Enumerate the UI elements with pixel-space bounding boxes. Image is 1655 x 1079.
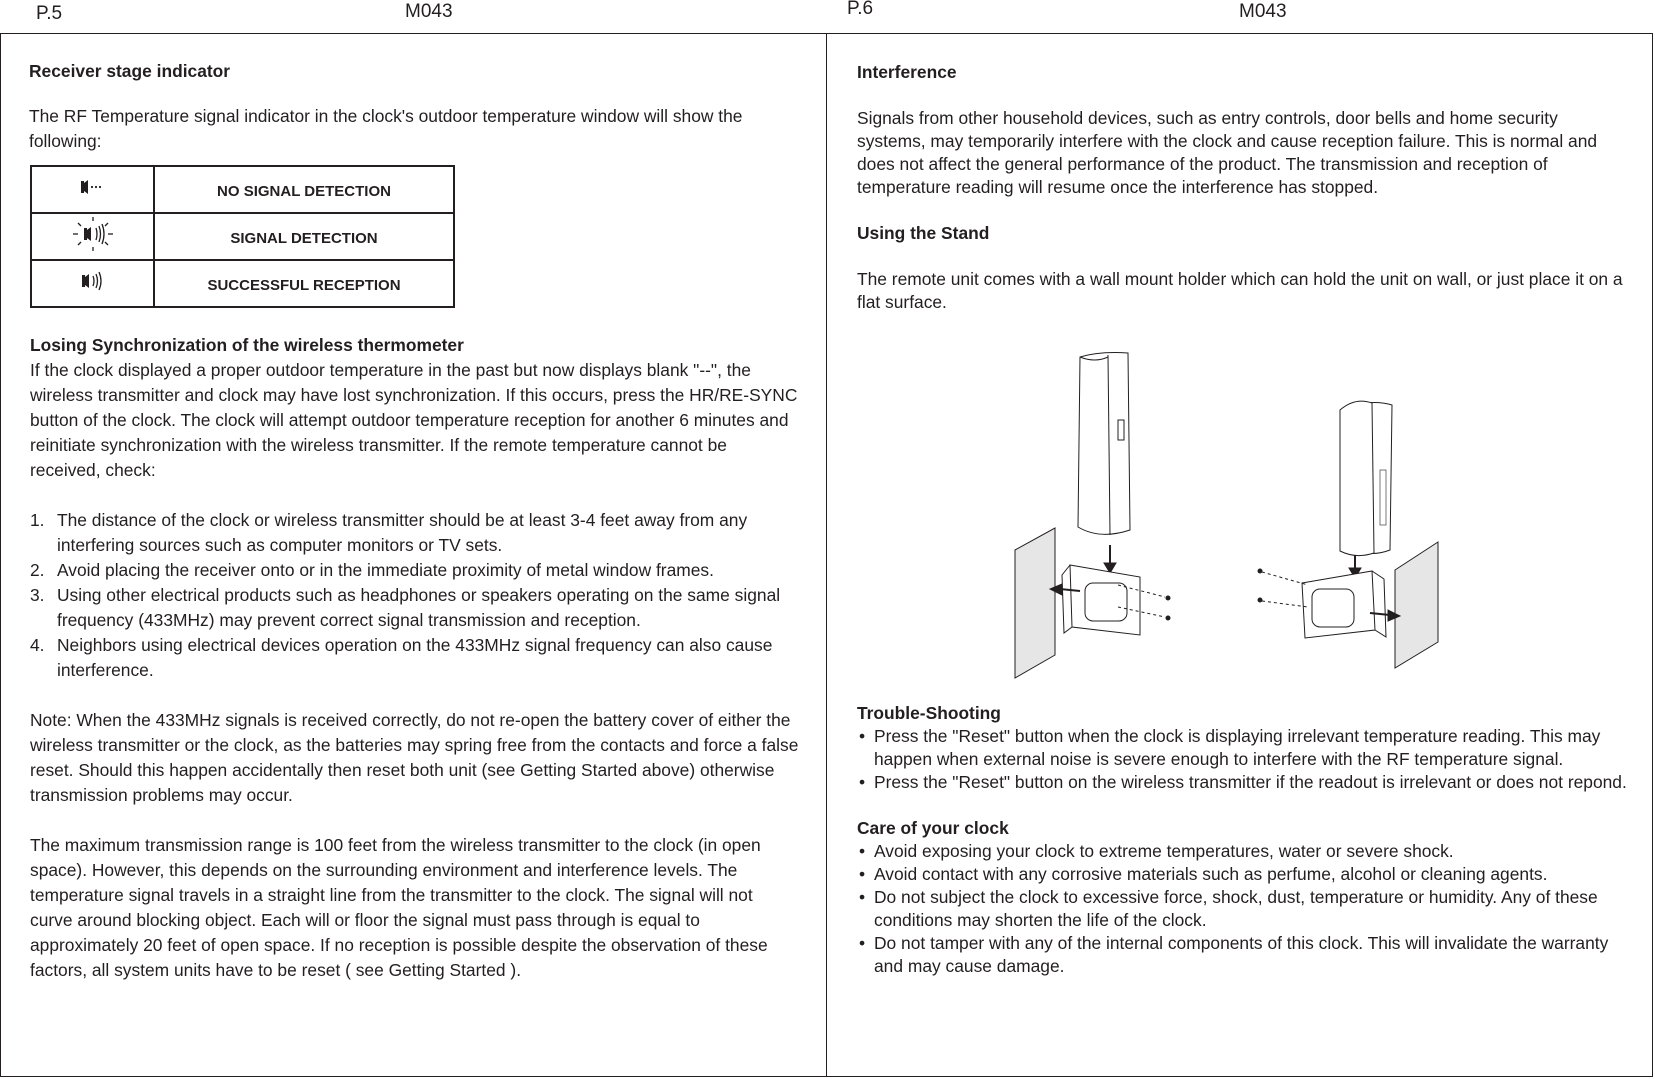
- transmission-range: The maximum transmission range is 100 feet from the wireless transmitter to the clock (in open space). However, this depends on the surrounding environment and interference levels. The temperature signal travels in a straight line from the transmitter to the clock. The signal will not curve around blocking object. Each will or floor the signal must pass through is equal to approximately 20 feet of open space. If no reception is possible despite the observation of these factors, all system units have to be reset ( see Getting Started ).: [30, 835, 768, 980]
- check-list: [30, 508, 800, 683]
- stand-body: The remote unit comes with a wall mount holder which can hold the unit on wall, or just place it on a flat surface.: [857, 269, 1623, 312]
- list-item: • Do not subject the clock to excessive force, shock, dust, temperature or humidity. Any of these conditions may shorten the life of the clock.: [857, 886, 1627, 932]
- care-list: [857, 840, 1627, 978]
- list-text: Using other electrical products such as headphones or speakers operating on the same signal frequency (433MHz) may prevent correct signal transmission and reception.: [57, 585, 781, 630]
- table-row: [31, 166, 454, 213]
- wall-mount-illustration: [1000, 345, 1440, 705]
- right-page-bottom: [857, 702, 1627, 978]
- right-page-top: [857, 61, 1627, 314]
- page-number-right: P.6: [847, 0, 874, 19]
- table-cell-icon: [31, 213, 154, 260]
- list-text: Avoid placing the receiver onto or in the immediate proximity of metal window frames.: [57, 560, 714, 580]
- list-item: • Avoid contact with any corrosive materials such as perfume, alcohol or cleaning agents.: [857, 863, 1627, 886]
- table-cell-label: SIGNAL DETECTION: [154, 213, 454, 260]
- list-item: • Press the "Reset" button on the wireless transmitter if the readout is irrelevant or does not repond.: [857, 771, 1627, 794]
- list-item: [30, 558, 800, 583]
- list-text: The distance of the clock or wireless transmitter should be at least 3-4 feet away from any interfering sources such as computer monitors or TV sets.: [57, 510, 748, 555]
- table-cell-icon: [31, 166, 154, 213]
- list-item: [30, 633, 800, 683]
- list-number: 1.: [30, 510, 45, 530]
- receiver-stage-title: Receiver stage indicator: [29, 61, 231, 81]
- stand-title: Using the Stand: [857, 223, 990, 243]
- signal-indicator-table: [30, 165, 455, 308]
- signal-detection-icon: [68, 214, 118, 254]
- model-number-right: M043: [1239, 1, 1287, 22]
- successful-reception-icon: [73, 266, 113, 296]
- page-number-left: P.5: [36, 3, 63, 24]
- interference-body: Signals from other household devices, such as entry controls, door bells and home security systems, may temporarily interfere with the clock and cause reception failure. This is normal and does not affect the general performance of the product. The transmission and reception of temperature reading will resume once the interference has stopped.: [857, 108, 1598, 197]
- trouble-shooting-title: Trouble-Shooting: [857, 703, 1001, 723]
- list-item: [30, 583, 800, 633]
- losing-sync-body: If the clock displayed a proper outdoor temperature in the past but now displays blank "--", the wireless transmitter and clock may have lost synchronization. If this occurs, press the HR/RE-SYNC button of the clock. The clock will attempt outdoor temperature reception for another 6 minutes and reinitiate synchronization with the wireless transmitter. If the remote temperature cannot be received, check:: [30, 360, 798, 480]
- table-row: [31, 213, 454, 260]
- left-page-top: [29, 59, 799, 154]
- left-page-body: [30, 333, 800, 983]
- losing-sync-title: Losing Synchronization of the wireless thermometer: [30, 335, 464, 355]
- list-number: 3.: [30, 585, 45, 605]
- table-row: [31, 260, 454, 307]
- list-item: • Avoid exposing your clock to extreme temperatures, water or severe shock.: [857, 840, 1627, 863]
- model-number-left: M043: [405, 1, 453, 22]
- page-divider: [826, 33, 827, 1077]
- list-text: Neighbors using electrical devices operation on the 433MHz signal frequency can also cause interference.: [57, 635, 773, 680]
- no-signal-icon: [73, 172, 113, 202]
- list-number: 2.: [30, 560, 45, 580]
- battery-note: Note: When the 433MHz signals is received correctly, do not re-open the battery cover of either the wireless transmitter or the clock, as the batteries may spring free from the contacts and force a false reset. Should this happen accidentally then reset both unit (see Getting Started above) otherwise transmission problems may occur.: [30, 710, 799, 805]
- list-item: • Do not tamper with any of the internal components of this clock. This will invalidate the warranty and may cause damage.: [857, 932, 1627, 978]
- table-cell-label: SUCCESSFUL RECEPTION: [154, 260, 454, 307]
- care-title: Care of your clock: [857, 818, 1009, 838]
- list-item: • Press the "Reset" button when the clock is displaying irrelevant temperature reading. This may happen when external noise is severe enough to interfere with the RF temperature signal.: [857, 725, 1627, 771]
- receiver-stage-intro: The RF Temperature signal indicator in the clock's outdoor temperature window will show the following:: [29, 106, 743, 151]
- table-cell-icon: [31, 260, 154, 307]
- table-cell-label: NO SIGNAL DETECTION: [154, 166, 454, 213]
- list-number: 4.: [30, 635, 45, 655]
- trouble-shooting-list: [857, 725, 1627, 794]
- interference-title: Interference: [857, 62, 957, 82]
- list-item: [30, 508, 800, 558]
